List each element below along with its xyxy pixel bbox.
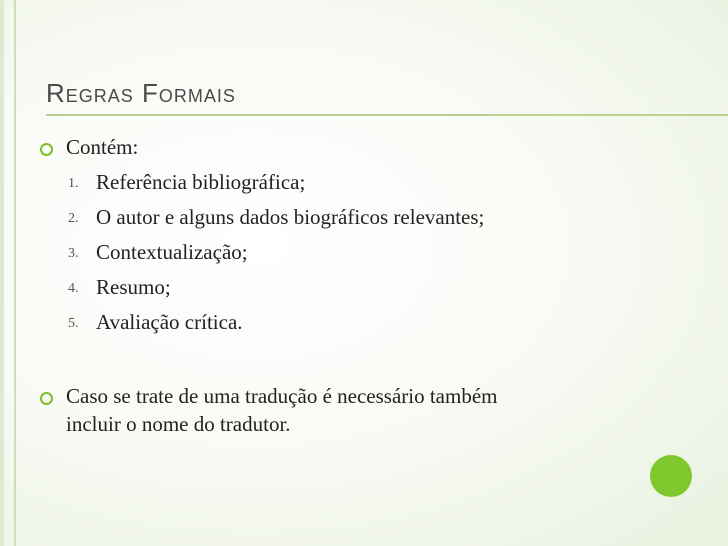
list-item: Avaliação crítica. <box>96 310 243 334</box>
list-number: 5. <box>68 316 79 331</box>
bullet-traducao-line1: Caso se trate de uma tradução é necessário também <box>66 384 498 408</box>
green-circle-decor <box>650 455 692 497</box>
list-number: 4. <box>68 281 79 296</box>
list-number: 3. <box>68 246 79 261</box>
list-item: Referência bibliográfica; <box>96 170 306 194</box>
list-item: Contextualização; <box>96 240 248 264</box>
title-underline <box>46 114 728 116</box>
slide-title: Regras Formais <box>46 78 236 108</box>
left-decor-bar <box>0 0 4 546</box>
bullet-traducao-line2: incluir o nome do tradutor. <box>66 412 291 436</box>
list-item: Resumo; <box>96 275 171 299</box>
bullet-contem: Contém: <box>66 135 139 159</box>
list-number: 2. <box>68 211 79 226</box>
list-number: 1. <box>68 176 79 191</box>
bullet-ring-icon <box>40 392 53 405</box>
bullet-ring-icon <box>40 143 53 156</box>
left-decor-line <box>14 0 16 546</box>
list-item: O autor e alguns dados biográficos relevantes; <box>96 205 485 229</box>
